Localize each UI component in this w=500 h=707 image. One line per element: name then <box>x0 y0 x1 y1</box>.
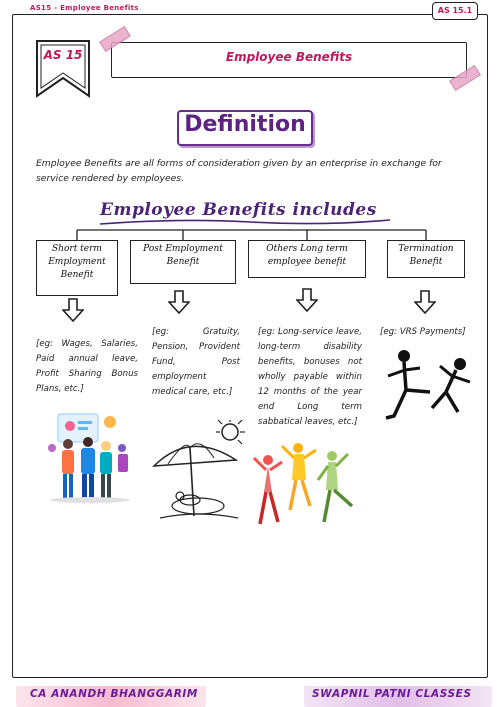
bookmark-label: AS 15 <box>43 48 83 62</box>
example-short-term: [eg: Wages, Salaries, Paid annual leave, Profit Sharing Bonus Plans, etc.] <box>36 339 138 394</box>
down-arrow-icon <box>62 298 84 322</box>
down-arrow-icon <box>414 290 436 314</box>
dancing-people-illustration <box>252 440 364 536</box>
category-post-employment: Post Employment Benefit <box>130 240 236 284</box>
definition-heading: Definition <box>184 112 306 137</box>
category-short-term: Short term Employment Benefit <box>36 240 118 296</box>
top-strip-label: AS15 - Employee Benefits <box>30 4 139 12</box>
down-arrow-icon <box>296 288 318 312</box>
example-other-long-term: [eg: Long-service leave, long-term disability benefits, bonuses not wholly payable within 12 months of the year end Long term sabbatical leaves, etc.] <box>258 327 362 427</box>
page-code: AS 15.1 <box>432 2 478 20</box>
example-termination: [eg: VRS Payments] <box>380 327 466 337</box>
footer-author: CA ANANDH BHANGGARIM <box>30 688 198 700</box>
footer-brand: SWAPNIL PATNI CLASSES <box>312 688 472 700</box>
category-termination: Termination Benefit <box>387 240 465 278</box>
down-arrow-icon <box>168 290 190 314</box>
kick-out-illustration <box>384 346 476 426</box>
beach-umbrella-illustration <box>150 420 246 526</box>
definition-text: Employee Benefits are all forms of consideration given by an enterprise in exchange for service rendered by employees. <box>36 158 442 184</box>
category-other-long-term: Others Long term employee benefit <box>248 240 366 278</box>
example-post-employment: [eg: Gratuity, Pension, Provident Fund, Post employment medical care, etc.] <box>152 327 240 397</box>
team-meeting-illustration <box>44 408 136 504</box>
includes-heading: Employee Benefits includes <box>100 200 377 220</box>
page-title: Employee Benefits <box>225 50 353 64</box>
